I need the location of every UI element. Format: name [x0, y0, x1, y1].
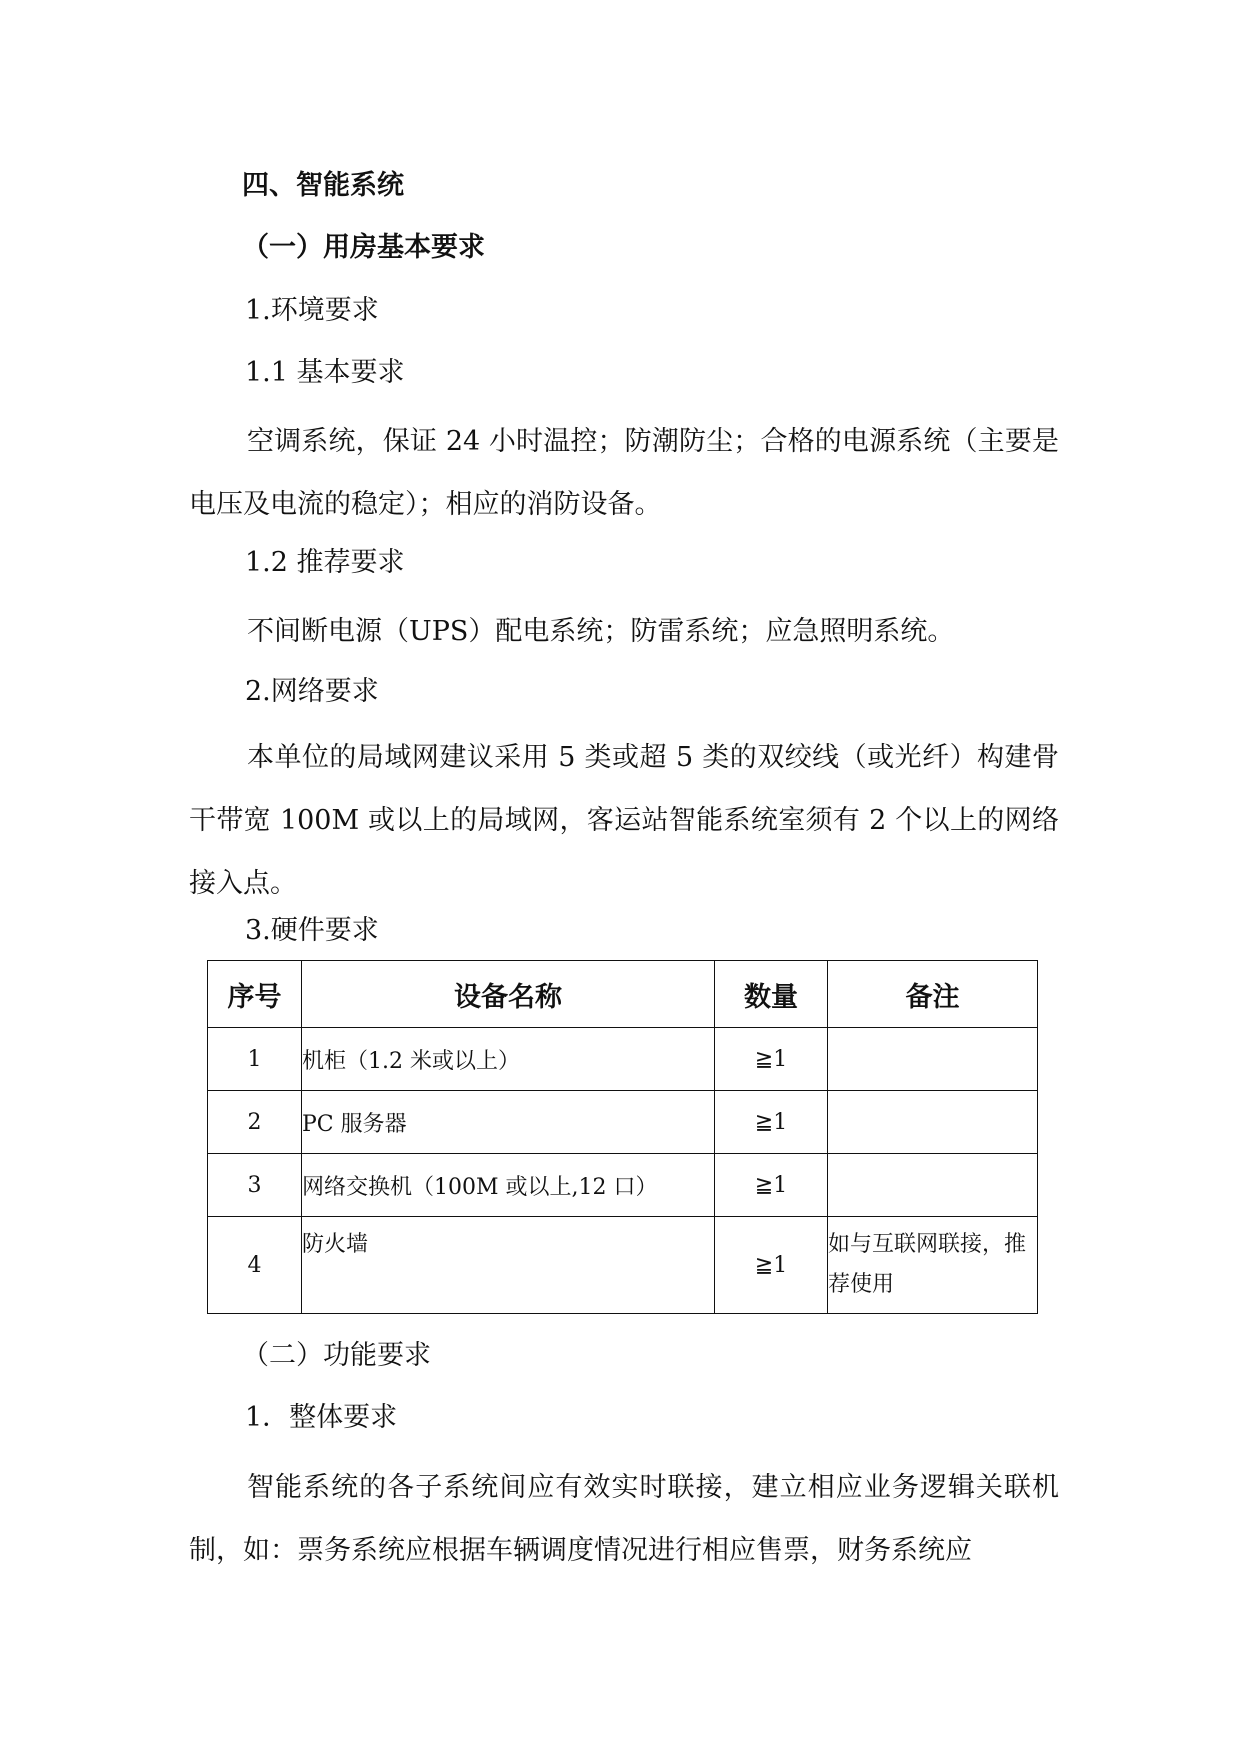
basic-requirements-title: 1.1 基本要求 [245, 357, 405, 388]
environment-title: 1.环境要求 [245, 295, 379, 326]
section-heading: 四、智能系统 [242, 170, 404, 201]
table-row [208, 1091, 1038, 1154]
table-row [208, 1028, 1038, 1091]
network-requirements-text: 本单位的局域网建议采用 5 类或超 5 类的双绞线（或光纤）构建骨干带宽 100M 或以上的局域网，客运站智能系统室须有 2 个以上的网络接入点。 [189, 742, 1059, 899]
cell-index: 2 [208, 1091, 302, 1154]
overall-requirements-title: 1．整体要求 [245, 1402, 398, 1433]
cell-index: 3 [208, 1154, 302, 1217]
cell-note [828, 1091, 1038, 1154]
header-quantity: 数量 [715, 961, 828, 1028]
subsection-heading-functional: （二）功能要求 [242, 1340, 431, 1371]
subsection-heading: （一）用房基本要求 [242, 232, 485, 263]
network-requirements-title: 2.网络要求 [245, 676, 379, 707]
header-note: 备注 [828, 961, 1038, 1028]
cell-device-name: 机柜（1.2 米或以上） [302, 1028, 715, 1091]
cell-quantity: ≧1 [715, 1154, 828, 1217]
table-row [208, 1154, 1038, 1217]
recommended-requirements-text: 不间断电源（UPS）配电系统；防雷系统；应急照明系统。 [247, 616, 955, 647]
table-header-row [208, 961, 1038, 1028]
table-row [208, 1217, 1038, 1314]
cell-note: 如与互联网联接，推荐使用 [828, 1217, 1038, 1314]
overall-requirements-text: 智能系统的各子系统间应有效实时联接，建立相应业务逻辑关联机制，如：票务系统应根据车辆调度情况进行相应售票，财务系统应 [189, 1472, 1059, 1566]
hardware-table [207, 960, 1038, 1314]
cell-index: 4 [208, 1217, 302, 1314]
cell-quantity: ≧1 [715, 1028, 828, 1091]
cell-quantity: ≧1 [715, 1091, 828, 1154]
cell-index: 1 [208, 1028, 302, 1091]
header-device-name: 设备名称 [302, 961, 715, 1028]
cell-note [828, 1154, 1038, 1217]
cell-device-name: PC 服务器 [302, 1091, 715, 1154]
header-index: 序号 [208, 961, 302, 1028]
cell-device-name: 防火墙 [302, 1217, 715, 1314]
recommended-requirements-title: 1.2 推荐要求 [245, 547, 405, 578]
basic-requirements-text: 空调系统，保证 24 小时温控；防潮防尘；合格的电源系统（主要是电压及电流的稳定）；相应的消防设备。 [189, 426, 1059, 520]
cell-device-name: 网络交换机（100M 或以上,12 口） [302, 1154, 715, 1217]
cell-note [828, 1028, 1038, 1091]
cell-quantity: ≧1 [715, 1217, 828, 1314]
hardware-requirements-title: 3.硬件要求 [245, 915, 379, 946]
